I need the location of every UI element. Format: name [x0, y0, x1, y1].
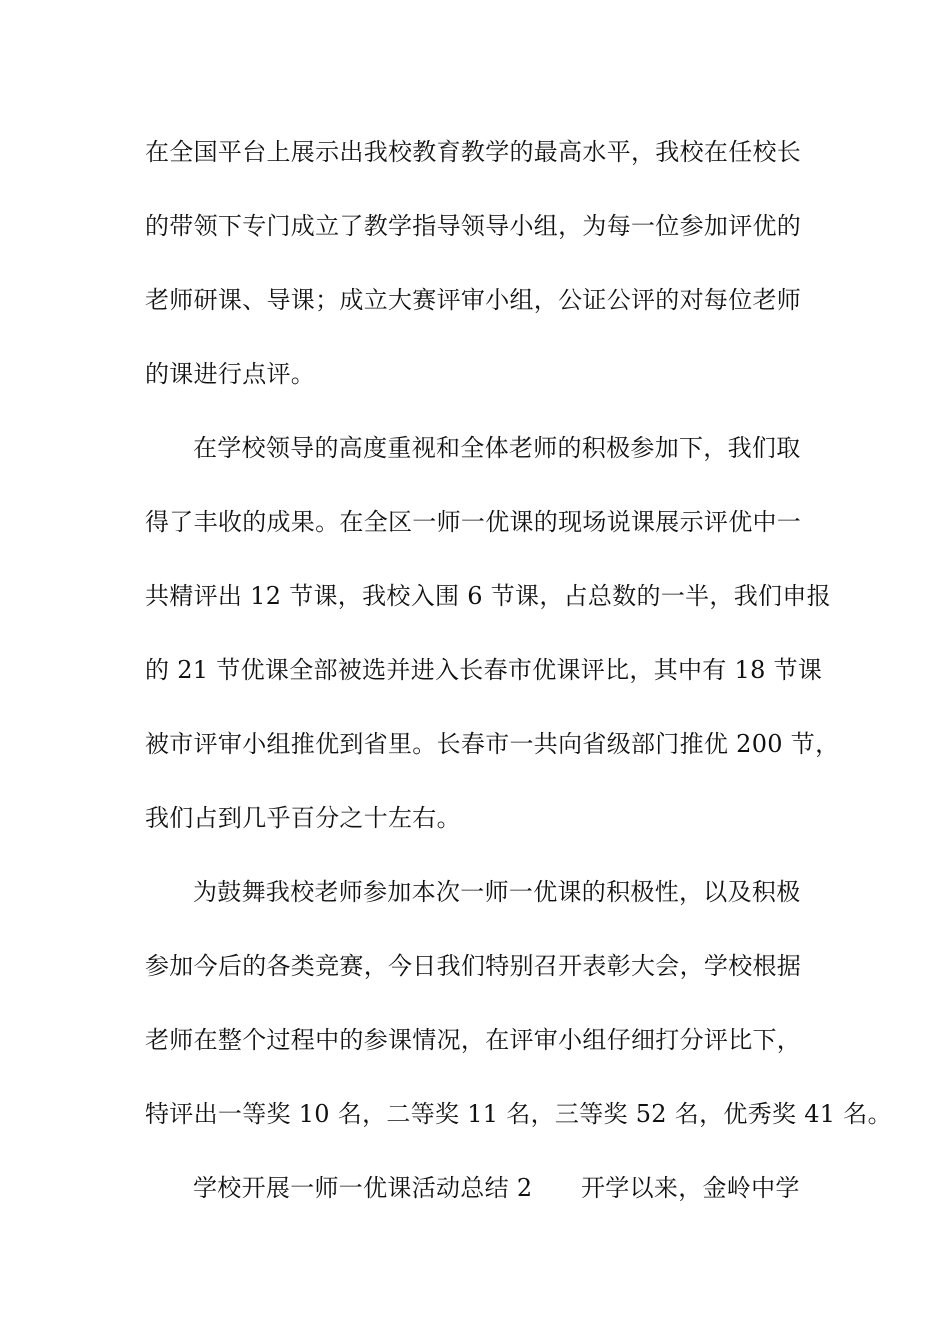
text-line: 老师在整个过程中的参课情况，在评审小组仔细打分评比下， — [145, 1026, 802, 1054]
text-line: 老师研课、导课；成立大赛评审小组，公证公评的对每位老师 — [145, 286, 802, 314]
text-line: 在全国平台上展示出我校教育教学的最高水平，我校在任校长 — [145, 138, 802, 166]
text-line: 特评出一等奖 10 名，二等奖 11 名，三等奖 52 名，优秀奖 41 名。 — [145, 1100, 892, 1128]
text-line: 的 21 节优课全部被选并进入长春市优课评比，其中有 18 节课 — [145, 656, 823, 684]
text-line: 的带领下专门成立了教学指导领导小组，为每一位参加评优的 — [145, 212, 802, 240]
text-line: 共精评出 12 节课，我校入围 6 节课，占总数的一半，我们申报 — [145, 582, 831, 610]
text-line: 的课进行点评。 — [145, 360, 316, 388]
paragraph-start-line: 在学校领导的高度重视和全体老师的积极参加下，我们取 — [193, 434, 801, 462]
text-line: 参加今后的各类竞赛，今日我们特别召开表彰大会，学校根据 — [145, 952, 802, 980]
text-line: 得了丰收的成果。在全区一师一优课的现场说课展示评优中一 — [145, 508, 802, 536]
text-line: 我们占到几乎百分之十左右。 — [145, 804, 461, 832]
section-heading-line: 学校开展一师一优课活动总结 2 开学以来，金岭中学 — [193, 1174, 800, 1202]
paragraph-start-line: 为鼓舞我校老师参加本次一师一优课的积极性，以及积极 — [193, 878, 801, 906]
text-line: 被市评审小组推优到省里。长春市一共向省级部门推优 200 节， — [145, 730, 840, 758]
